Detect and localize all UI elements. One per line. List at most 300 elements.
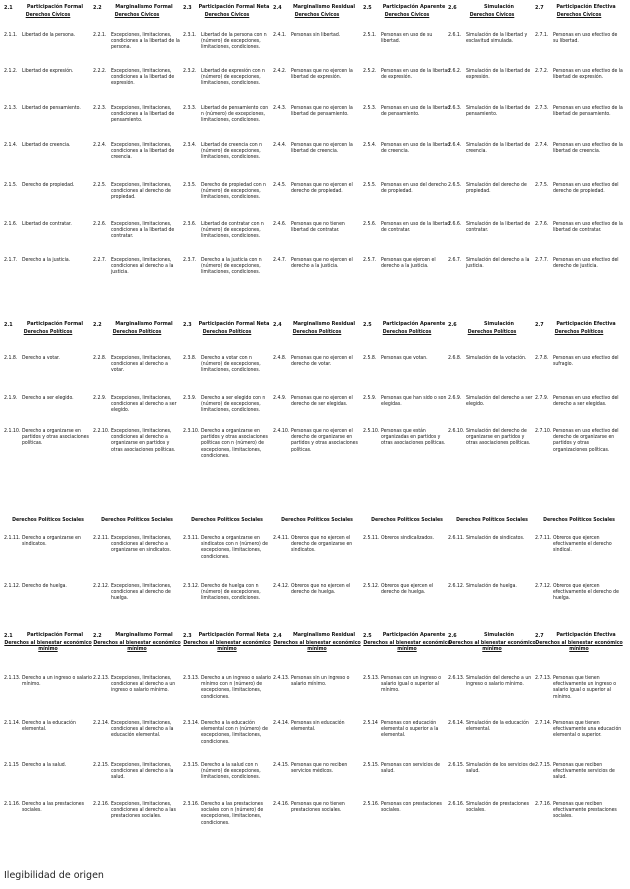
cell-number: 2.4.10. (273, 428, 290, 434)
cell-text: Personas que tienen efectivamente un ingreso o salario igual o superior al mínimo. (553, 675, 617, 700)
cell-number: 2.3.8. (183, 355, 197, 361)
section-heading: Derechos Políticos (467, 329, 517, 336)
cell-number: 2.1.2. (4, 68, 18, 74)
table-cell (448, 142, 536, 154)
cell-number: 2.4.3. (273, 105, 287, 111)
cell-number: 2.5.12. (363, 583, 380, 589)
cell-number: 2.7.14. (535, 720, 552, 726)
cell-number: 2.7.13. (535, 675, 552, 681)
cell-number: 2.1.5. (4, 182, 18, 188)
cell-text: Personas que están organizadas en partidos y otras asociaciones políticas. (381, 428, 446, 447)
column-header-2.4 (273, 518, 361, 524)
cell-text: Derecho a organizarse en sindicatos. (22, 535, 81, 548)
cell-text: Derecho a un ingreso o salario mínimo. (22, 675, 92, 688)
table-cell (535, 142, 623, 154)
column-title (4, 4, 92, 11)
cell-text: Personas que no tienen prestaciones sociales. (291, 801, 345, 814)
table-cell (93, 68, 181, 87)
section-3 (0, 518, 630, 625)
table-cell (183, 762, 271, 781)
table-cell (4, 720, 92, 732)
cell-number: 2.7.16. (535, 801, 552, 807)
cell-number: 2.6.1. (448, 32, 462, 38)
cell-number: 2.1.8. (4, 355, 18, 361)
cell-number: 2.1.16. (4, 801, 21, 807)
cell-number: 2.2.12. (93, 583, 110, 589)
column-number: 2.1 (4, 322, 13, 328)
cell-text: Excepciones, limitaciones, condiciones a la libertad de la persona. (111, 32, 180, 51)
cell-number: 2.6.15. (448, 762, 465, 768)
cell-number: 2.2.3. (93, 105, 107, 111)
column-title-text: Participación Formal Neta (198, 632, 270, 638)
cell-number: 2.1.9. (4, 395, 18, 401)
cell-text: Derecho de huelga con n (número) de excepciones, limitaciones, condiciones. (201, 583, 261, 602)
column-number: 2.4 (273, 633, 282, 639)
cell-text: Derecho a la educación elemental con n (número) de excepciones, limitaciones, condiciones. (201, 720, 268, 745)
table-cell (363, 32, 451, 44)
table-cell (93, 355, 181, 374)
column-title (363, 321, 451, 328)
cell-number: 2.2.6. (93, 221, 107, 227)
cell-text: Excepciones, limitaciones, condiciones al derecho a un ingreso o salario mínimo. (111, 675, 176, 694)
cell-number: 2.1.13. (4, 675, 21, 681)
cell-number: 2.3.14. (183, 720, 200, 726)
section-heading: Derechos Cívicos (114, 12, 160, 19)
cell-number: 2.7.2. (535, 68, 549, 74)
cell-number: 2.4.2. (273, 68, 287, 74)
column-title (93, 632, 181, 639)
table-cell (93, 395, 181, 414)
table-cell (535, 535, 623, 554)
column-number: 2.2 (93, 5, 102, 11)
table-cell (363, 675, 451, 694)
cell-text: Obreros que ejercen efectivamente el derecho sindical. (553, 535, 612, 554)
cell-number: 2.2.8. (93, 355, 107, 361)
cell-number: 2.4.12. (273, 583, 290, 589)
table-cell (93, 720, 181, 739)
column-header-2.5 (363, 518, 451, 524)
cell-text: Libertad de creencia. (22, 142, 71, 148)
cell-number: 2.3.3. (183, 105, 197, 111)
cell-text: Personas sin un ingreso o salario mínimo. (291, 675, 350, 688)
cell-text: Personas en uso de la libertad de creencia. (381, 142, 451, 155)
section-heading: Derechos al bienestar económico mínimo (4, 640, 92, 653)
table-cell (183, 68, 271, 87)
table-cell (4, 32, 92, 38)
table-cell (4, 583, 92, 589)
column-title-text: Marginalismo Formal (115, 632, 173, 638)
cell-text: Personas en uso efectivo del derecho a ser elegidas. (553, 395, 619, 408)
table-cell (273, 257, 361, 269)
column-number: 2.1 (4, 633, 13, 639)
cell-text: Personas en uso de su libertad. (381, 32, 433, 45)
section-heading: Derechos Políticos (382, 329, 432, 336)
cell-text: Derecho a votar con n (número) de excepciones, limitaciones, condiciones. (201, 355, 261, 374)
table-cell (273, 535, 361, 554)
cell-text: Libertad de expresión. (22, 68, 74, 74)
cell-number: 2.2.9. (93, 395, 107, 401)
cell-text: Libertad de contratar. (22, 221, 72, 227)
table-cell (183, 720, 271, 745)
table-cell (448, 762, 536, 774)
cell-number: 2.5.2. (363, 68, 377, 74)
table-cell (363, 221, 451, 233)
cell-number: 2.2.10. (93, 428, 110, 434)
column-number: 2.1 (4, 5, 13, 11)
table-cell (363, 428, 451, 447)
table-cell (183, 395, 271, 414)
cell-text: Simulación del derecho a la justicia. (466, 257, 530, 270)
table-cell (448, 583, 536, 589)
cell-text: Personas que no ejercen el derecho a la justicia. (291, 257, 353, 270)
cell-text: Derecho de propiedad con n (número) de excepciones, limitaciones, condiciones. (201, 182, 266, 201)
table-cell (448, 535, 536, 541)
cell-number: 2.7.10. (535, 428, 552, 434)
cell-number: 2.3.9. (183, 395, 197, 401)
column-title (448, 4, 536, 11)
cell-text: Personas en uso efectivo de la libertad de contratar. (553, 221, 623, 234)
cell-number: 2.5.6. (363, 221, 377, 227)
table-cell (363, 720, 451, 739)
cell-number: 2.6.4. (448, 142, 462, 148)
cell-number: 2.4.9. (273, 395, 287, 401)
table-cell (4, 535, 92, 547)
cell-number: 2.6.6. (448, 221, 462, 227)
table-cell (183, 535, 271, 560)
table-cell (535, 762, 623, 781)
cell-text: Obreros que no ejercen el derecho de organizarse en sindicatos. (291, 535, 353, 554)
table-cell (183, 105, 271, 124)
cell-number: 2.3.5. (183, 182, 197, 188)
column-number: 2.6 (448, 322, 457, 328)
cell-number: 2.6.12. (448, 583, 465, 589)
cell-number: 2.7.9. (535, 395, 549, 401)
table-cell (363, 142, 451, 154)
cell-text: Derecho a la educación elemental. (22, 720, 76, 733)
cell-text: Derecho a ser elegido con n (número) de excepciones, limitaciones, condiciones. (201, 395, 266, 414)
cell-number: 2.1.1. (4, 32, 18, 38)
column-header-2.5 (363, 632, 451, 653)
table-cell (183, 583, 271, 602)
cell-number: 2.2.11. (93, 535, 110, 541)
cell-number: 2.4.11. (273, 535, 290, 541)
cell-text: Derecho de propiedad. (22, 182, 75, 188)
table-cell (535, 355, 623, 367)
cell-text: Derecho a las prestaciones sociales con n (número) de excepciones, limitaciones, condiciones. (201, 801, 264, 826)
table-cell (4, 801, 92, 813)
table-cell (4, 68, 92, 74)
column-title-text: Participación Efectiva (556, 4, 616, 10)
section-heading: Derechos al bienestar económico mínimo (535, 640, 623, 653)
cell-text: Simulación del derecho a ser elegido. (466, 395, 533, 408)
table-cell (183, 142, 271, 161)
cell-number: 2.4.8. (273, 355, 287, 361)
table-cell (363, 355, 451, 361)
cell-number: 2.7.7. (535, 257, 549, 263)
section-heading: Derechos Cívicos (384, 12, 430, 19)
table-cell (448, 355, 536, 361)
cell-text: Personas que no ejercen la libertad de expresión. (291, 68, 353, 81)
table-cell (93, 583, 181, 602)
cell-text: Simulación de la libertad de expresión. (466, 68, 531, 81)
table-cell (273, 395, 361, 407)
table-cell (535, 720, 623, 739)
column-header-2.2 (93, 518, 181, 524)
column-title-text: Marginalismo Formal (115, 321, 173, 327)
table-cell (4, 428, 92, 447)
column-header-2.7 (535, 321, 623, 336)
column-title-text: Marginalismo Residual (292, 321, 356, 327)
section-heading: Derechos Políticos Sociales (456, 517, 528, 523)
table-cell (4, 257, 92, 263)
cell-number: 2.5.5. (363, 182, 377, 188)
column-header-2.3 (183, 632, 271, 653)
table-cell (448, 675, 536, 687)
cell-text: Excepciones, limitaciones, condiciones al derecho a ser elegido. (111, 395, 177, 414)
cell-number: 2.6.10. (448, 428, 465, 434)
cell-text: Derecho a organizarse en sindicatos con n (número) de excepciones, limitaciones, condiciones. (201, 535, 268, 560)
column-number: 2.7 (535, 5, 544, 11)
column-title (93, 4, 181, 11)
cell-number: 2.3.6. (183, 221, 197, 227)
cell-number: 2.6.2. (448, 68, 462, 74)
cell-number: 2.5.7. (363, 257, 377, 263)
cell-number: 2.6.16. (448, 801, 465, 807)
section-heading: Derechos Cívicos (556, 12, 602, 19)
cell-text: Excepciones, limitaciones, condiciones al derecho a votar. (111, 355, 172, 374)
cell-text: Simulación del derecho de propiedad. (466, 182, 527, 195)
section-heading: Derechos Políticos (23, 329, 73, 336)
cell-number: 2.4.6. (273, 221, 287, 227)
cell-number: 2.7.15. (535, 762, 552, 768)
cell-number: 2.7.12. (535, 583, 552, 589)
cell-number: 2.1.4. (4, 142, 18, 148)
cell-number: 2.2.5. (93, 182, 107, 188)
table-cell (273, 720, 361, 732)
column-header-2.2 (93, 321, 181, 336)
cell-number: 2.7.4. (535, 142, 549, 148)
cell-text: Excepciones, limitaciones, condiciones al derecho a la educación elemental. (111, 720, 174, 739)
cell-text: Derecho a la justicia con n (número) de excepciones, limitaciones, condiciones. (201, 257, 262, 276)
table-cell (4, 105, 92, 111)
table-cell (93, 535, 181, 554)
cell-text: Personas en uso del derecho de propiedad. (381, 182, 447, 195)
table-cell (93, 32, 181, 51)
section-heading: Derechos al bienestar económico mínimo (183, 640, 271, 653)
column-title (535, 4, 623, 11)
cell-text: Personas en uso efectivo del derecho de justicia. (553, 257, 619, 270)
cell-number: 2.2.14. (93, 720, 110, 726)
cell-text: Derecho a organizarse en partidos y otras asociaciones políticas con n (número) de excepciones, limitaciones, condiciones. (201, 428, 268, 459)
cell-text: Derecho a un ingreso o salario mínimo con n (número) de excepciones, limitaciones, condiciones. (201, 675, 271, 700)
cell-number: 2.4.15. (273, 762, 290, 768)
table-cell (448, 257, 536, 269)
table-cell (183, 182, 271, 201)
cell-text: Excepciones, limitaciones, condiciones al derecho a la salud. (111, 762, 174, 781)
column-title (183, 632, 271, 639)
column-title (448, 632, 536, 639)
table-cell (535, 257, 623, 269)
section-heading: Derechos Políticos Sociales (12, 517, 84, 523)
table-cell (4, 142, 92, 148)
cell-text: Obreros que no ejercen el derecho de huelga. (291, 583, 351, 596)
section-heading: Derechos Políticos Sociales (191, 517, 263, 523)
cell-number: 2.5.3. (363, 105, 377, 111)
column-title-text: Participación Aparente (382, 321, 446, 327)
cell-text: Derecho de huelga. (22, 583, 67, 589)
table-cell (448, 105, 536, 117)
cell-number: 2.6.9. (448, 395, 462, 401)
table-cell (363, 395, 451, 407)
cell-number: 2.3.13. (183, 675, 200, 681)
table-cell (4, 182, 92, 188)
section-heading: Derechos Políticos Sociales (281, 517, 353, 523)
cell-number: 2.4.7. (273, 257, 287, 263)
table-cell (363, 257, 451, 269)
section-heading: Derechos al bienestar económico mínimo (273, 640, 361, 653)
cell-text: Personas con educación elemental o superior a la elemental. (381, 720, 439, 739)
column-header-2.1 (4, 4, 92, 19)
table-cell (448, 32, 536, 44)
column-number: 2.6 (448, 5, 457, 11)
cell-number: 2.6.3. (448, 105, 462, 111)
cell-text: Personas con servicios de salud. (381, 762, 440, 775)
cell-text: Personas con un ingreso o salario igual o superior al mínimo. (381, 675, 442, 694)
cell-number: 2.3.12. (183, 583, 200, 589)
table-cell (93, 801, 181, 820)
cell-number: 2.5.14 (363, 720, 378, 726)
cell-number: 2.7.1. (535, 32, 549, 38)
cell-number: 2.1.14. (4, 720, 21, 726)
table-cell (93, 182, 181, 201)
table-cell (363, 68, 451, 80)
column-header-2.3 (183, 321, 271, 336)
column-title (4, 632, 92, 639)
column-title-text: Participación Formal (26, 4, 84, 10)
cell-text: Derecho a ser elegido. (22, 395, 74, 401)
table-cell (183, 428, 271, 459)
cell-number: 2.7.6. (535, 221, 549, 227)
column-header-2.4 (273, 321, 361, 336)
cell-number: 2.2.1. (93, 32, 107, 38)
cell-text: Personas en uso efectivo de la libertad de pensamiento. (553, 105, 623, 118)
cell-text: Personas en uso de la libertad de pensamiento. (381, 105, 451, 118)
column-header-2.2 (93, 632, 181, 653)
cell-text: Personas que no ejercen el derecho de ser elegidas. (291, 395, 353, 408)
cell-text: Derecho a la justicia. (22, 257, 71, 263)
cell-text: Excepciones, limitaciones, condiciones a la libertad de contratar. (111, 221, 175, 240)
column-number: 2.3 (183, 5, 192, 11)
cell-text: Personas en uso efectivo del derecho de organizarse en partidos y otras organizaciones políticas. (553, 428, 619, 453)
cell-number: 2.5.10. (363, 428, 380, 434)
cell-text: Simulación de sindicatos. (466, 535, 525, 541)
cell-text: Simulación de la libertad y esclavitud simulada. (466, 32, 528, 45)
table-cell (448, 801, 536, 813)
cell-number: 2.3.4. (183, 142, 197, 148)
cell-text: Personas que no reciben servicios médicos. (291, 762, 348, 775)
table-cell (273, 583, 361, 595)
table-cell (4, 221, 92, 227)
section-heading: Derechos al bienestar económico mínimo (93, 640, 181, 653)
column-header-2.1 (4, 632, 92, 653)
column-header-2.6 (448, 4, 536, 19)
cell-number: 2.3.10. (183, 428, 200, 434)
cell-number: 2.6.7. (448, 257, 462, 263)
column-title (363, 632, 451, 639)
section-heading: Derechos Políticos Sociales (371, 517, 443, 523)
table-cell (448, 395, 536, 407)
cell-text: Simulación de la libertad de creencia. (466, 142, 531, 155)
cell-text: Obreros que ejercen el derecho de huelga. (381, 583, 434, 596)
table-cell (273, 675, 361, 687)
cell-text: Simulación de la educación elemental. (466, 720, 529, 733)
section-1 (0, 4, 630, 299)
table-cell (183, 32, 271, 51)
cell-text: Libertad de creencia con n (número) de excepciones, limitaciones, condiciones. (201, 142, 263, 161)
cell-text: Libertad de pensamiento. (22, 105, 81, 111)
column-header-2.2 (93, 4, 181, 19)
column-title-text: Participación Formal Neta (198, 321, 270, 327)
cell-number: 2.2.13. (93, 675, 110, 681)
column-number: 2.2 (93, 633, 102, 639)
column-title (273, 321, 361, 328)
cell-text: Personas que han sido o son elegidas. (381, 395, 447, 408)
table-cell (363, 762, 451, 774)
table-cell (273, 68, 361, 80)
cell-number: 2.5.9. (363, 395, 377, 401)
cell-number: 2.1.11. (4, 535, 21, 541)
cell-text: Excepciones, limitaciones, condiciones al derecho a organizarse en sindicatos. (111, 535, 172, 554)
table-cell (4, 355, 92, 361)
column-title-text: Participación Formal (26, 632, 84, 638)
table-cell (273, 105, 361, 117)
column-header-2.4 (273, 4, 361, 19)
section-2 (0, 321, 630, 470)
table-cell (448, 68, 536, 80)
cell-text: Excepciones, limitaciones, condiciones a la libertad de creencia. (111, 142, 175, 161)
cell-text: Libertad de la persona con n (número) de excepciones, limitaciones, condiciones. (201, 32, 267, 51)
table-cell (273, 801, 361, 813)
cell-number: 2.5.13. (363, 675, 380, 681)
section-heading: Derechos Políticos (554, 329, 604, 336)
table-cell (363, 535, 451, 541)
footer-note: Ilegibilidad de origen (4, 870, 104, 881)
cell-text: Personas en uso efectivo del derecho de propiedad. (553, 182, 619, 195)
table-cell (4, 762, 92, 768)
cell-number: 2.2.2. (93, 68, 107, 74)
table-cell (183, 221, 271, 240)
cell-text: Personas que reciben efectivamente prestaciones sociales. (553, 801, 617, 820)
cell-text: Personas que no ejercen la libertad de pensamiento. (291, 105, 353, 118)
cell-text: Simulación de los servicios de salud. (466, 762, 535, 775)
cell-text: Personas en uso efectivo del sufragio. (553, 355, 619, 368)
cell-number: 2.6.11. (448, 535, 465, 541)
column-number: 2.5 (363, 5, 372, 11)
cell-text: Libertad de pensamiento con n (número) de excepciones, limitaciones, condiciones. (201, 105, 269, 124)
cell-text: Personas que no tienen libertad de contratar. (291, 221, 345, 234)
cell-number: 2.7.5. (535, 182, 549, 188)
table-cell (273, 142, 361, 154)
column-title (363, 4, 451, 11)
cell-text: Derecho a organizarse en partidos y otras asociaciones políticas. (22, 428, 89, 447)
column-title (448, 321, 536, 328)
table-cell (183, 801, 271, 826)
table-cell (535, 221, 623, 233)
column-header-2.3 (183, 518, 271, 524)
cell-text: Personas que ejercen el derecho a la justicia. (381, 257, 436, 270)
cell-text: Obreros sindicalizados. (381, 535, 434, 541)
cell-number: 2.6.13. (448, 675, 465, 681)
